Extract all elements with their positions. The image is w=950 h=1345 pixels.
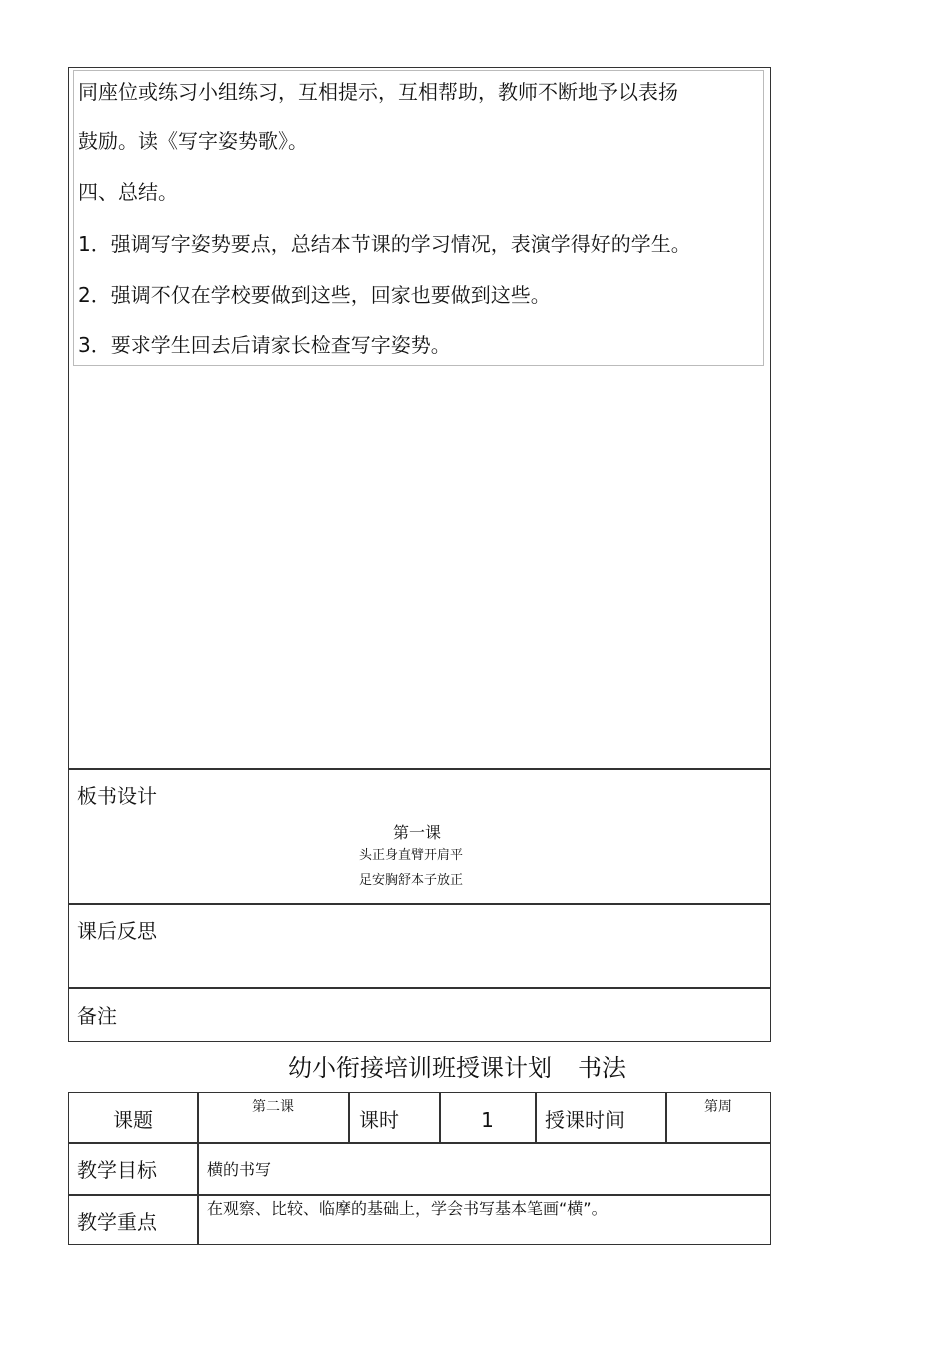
divider-board (68, 768, 771, 770)
time-label: 授课时间 (545, 1108, 625, 1132)
row-divider-2 (68, 1194, 771, 1196)
process-paragraph-1: 同座位或练习小组练习，互相提示，互相帮助，教师不断地予以表扬 (78, 80, 678, 104)
focus-label: 教学重点 (77, 1210, 157, 1234)
board-design-line-1: 头正身直臂开肩平 (358, 848, 463, 863)
reflection-label: 课后反思 (77, 919, 157, 943)
board-design-label: 板书设计 (77, 784, 157, 808)
goal-value: 横的书写 (207, 1160, 272, 1179)
col-divider-4 (535, 1092, 537, 1143)
hours-label: 课时 (359, 1108, 399, 1132)
process-text-frame (73, 70, 764, 366)
divider-notes (68, 987, 771, 989)
time-value: 第周 (704, 1099, 732, 1115)
summary-item-3: 3．要求学生回去后请家长检查写字姿势。 (78, 333, 451, 357)
summary-heading: 四、总结。 (78, 180, 178, 204)
board-design-heading: 第一课 (392, 823, 441, 842)
summary-item-1: 1．强调写字姿势要点，总结本节课的学习情况，表演学得好的学生。 (78, 232, 691, 256)
plan-title-text: 幼小衔接培训班授课计划 (288, 1054, 552, 1082)
focus-value: 在观察、比较、临摩的基础上，学会书写基本笔画“横”。 (207, 1199, 608, 1218)
divider-reflection (68, 903, 771, 905)
summary-item-2: 2．强调不仅在学校要做到这些，回家也要做到这些。 (78, 283, 551, 307)
col-divider-2 (348, 1092, 350, 1143)
notes-label: 备注 (77, 1004, 117, 1028)
hours-value: 1 (481, 1108, 494, 1132)
topic-label: 课题 (113, 1108, 153, 1132)
plan-subject: 书法 (578, 1054, 626, 1082)
process-paragraph-2: 鼓励。读《写字姿势歌》。 (78, 129, 308, 153)
plan-title (288, 1053, 626, 1083)
topic-value: 第二课 (252, 1099, 294, 1115)
goal-label: 教学目标 (77, 1158, 157, 1182)
board-design-line-2: 足安胸舒本子放正 (358, 873, 463, 888)
